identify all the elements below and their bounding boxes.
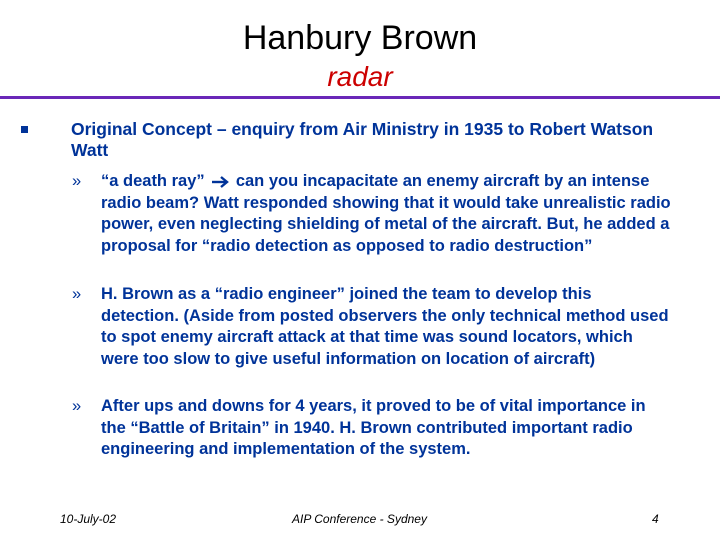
sub-bullet-text: H. Brown as a “radio engineer” joined the team to develop this detection. (Aside from posted observers the only technical method used to spot enemy aircraft attack at that time was sound locators, which were too slow to give useful information on location of aircraft) <box>101 285 669 368</box>
footer-date: 10-July-02 <box>60 512 117 526</box>
title-divider <box>0 96 720 99</box>
sub-bullet-text: After ups and downs for 4 years, it proved to be of vital importance in the “Battle of Britain” in 1940. H. Brown contributed important radio engineering and implementation of the system. <box>101 397 646 459</box>
sub-bullet-3 <box>72 396 672 461</box>
sub-bullet-1 <box>72 171 672 257</box>
sub-bullet-text: can you incapacitate an enemy aircraft by an intense radio beam? Watt responded showing that it would take unrealistic radio power, even neglecting shielding of metal of the aircraft. But, he added a proposal for “radio detection as opposed to radio destruction” <box>101 172 671 255</box>
main-bullet <box>46 119 686 161</box>
footer-conference: AIP Conference - Sydney <box>292 512 427 526</box>
sub-bullet-lead: “a death ray” <box>101 172 205 190</box>
sub-bullet-marker: » <box>72 397 82 415</box>
sub-bullet-2 <box>72 284 672 370</box>
slide-subtitle: radar <box>327 61 393 92</box>
footer-page-number: 4 <box>652 512 659 526</box>
arrow-right-icon <box>211 176 229 188</box>
sub-bullet-marker: » <box>72 285 82 303</box>
square-bullet-icon <box>19 119 29 129</box>
sub-bullet-marker: » <box>72 172 82 190</box>
main-bullet-text: Original Concept – enquiry from Air Ministry in 1935 to Robert Watson Watt <box>71 119 654 160</box>
slide-title: Hanbury Brown <box>242 19 478 57</box>
